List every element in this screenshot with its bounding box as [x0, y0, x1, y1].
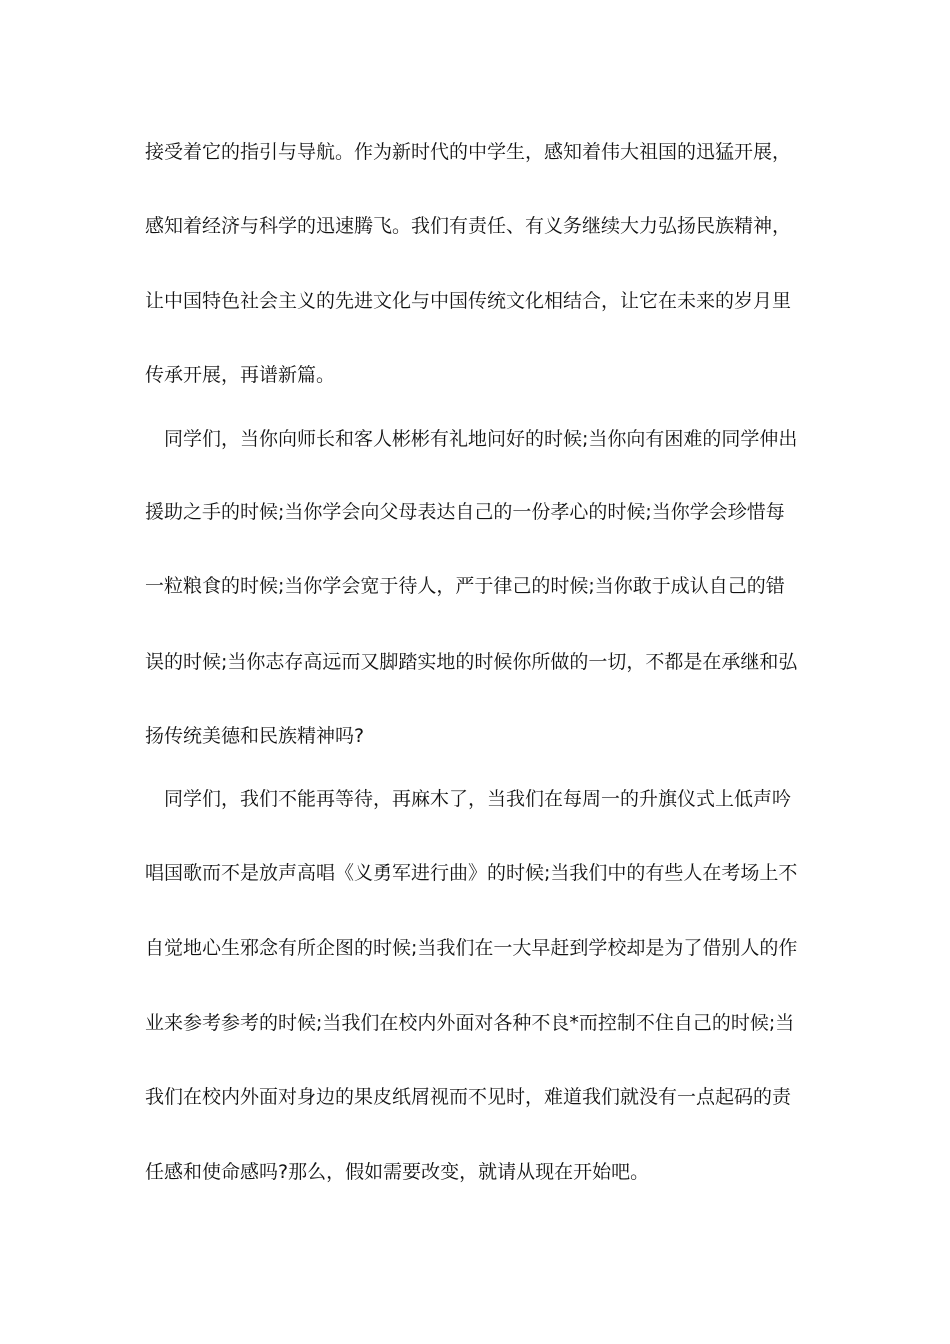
- paragraph-2-line-3: 一粒粮食的时候;当你学会宽于待人，严于律己的时候;当你敢于成认自己的错: [145, 575, 785, 597]
- paragraph-3-line-2: 唱国歌而不是放声高唱《义勇军进行曲》的时候;当我们中的有些人在考场上不: [145, 862, 798, 884]
- paragraph-2-line-1: 同学们，当你向师长和客人彬彬有礼地问好的时候;当你向有困难的同学伸出: [164, 428, 798, 450]
- paragraph-2-line-2: 援助之手的时候;当你学会向父母表达自己的一份孝心的时候;当你学会珍惜每: [145, 501, 785, 523]
- paragraph-1-line-3: 让中国特色社会主义的先进文化与中国传统文化相结合，让它在未来的岁月里: [145, 290, 792, 312]
- paragraph-2-line-5: 扬传统美德和民族精神吗?: [145, 725, 365, 747]
- paragraph-3-line-4: 业来参考参考的时候;当我们在校内外面对各种不良*而控制不住自己的时候;当: [145, 1012, 795, 1034]
- paragraph-1-line-4: 传承开展，再谱新篇。: [145, 364, 336, 386]
- paragraph-3-line-1: 同学们，我们不能再等待，再麻木了，当我们在每周一的升旗仪式上低声吟: [164, 788, 792, 810]
- paragraph-3-line-6: 任感和使命感吗?那么，假如需要改变，就请从现在开始吧。: [145, 1161, 650, 1183]
- paragraph-2-line-4: 误的时候;当你志存高远而又脚踏实地的时候你所做的一切，不都是在承继和弘: [145, 651, 798, 673]
- paragraph-1-line-2: 感知着经济与科学的迅速腾飞。我们有责任、有义务继续大力弘扬民族精神，: [145, 215, 792, 237]
- paragraph-3-line-3: 自觉地心生邪念有所企图的时候;当我们在一大早赶到学校却是为了借别人的作: [145, 937, 798, 959]
- paragraph-1-line-1: 接受着它的指引与导航。作为新时代的中学生，感知着伟大祖国的迅猛开展，: [145, 141, 792, 163]
- paragraph-3-line-5: 我们在校内外面对身边的果皮纸屑视而不见时，难道我们就没有一点起码的责: [145, 1086, 792, 1108]
